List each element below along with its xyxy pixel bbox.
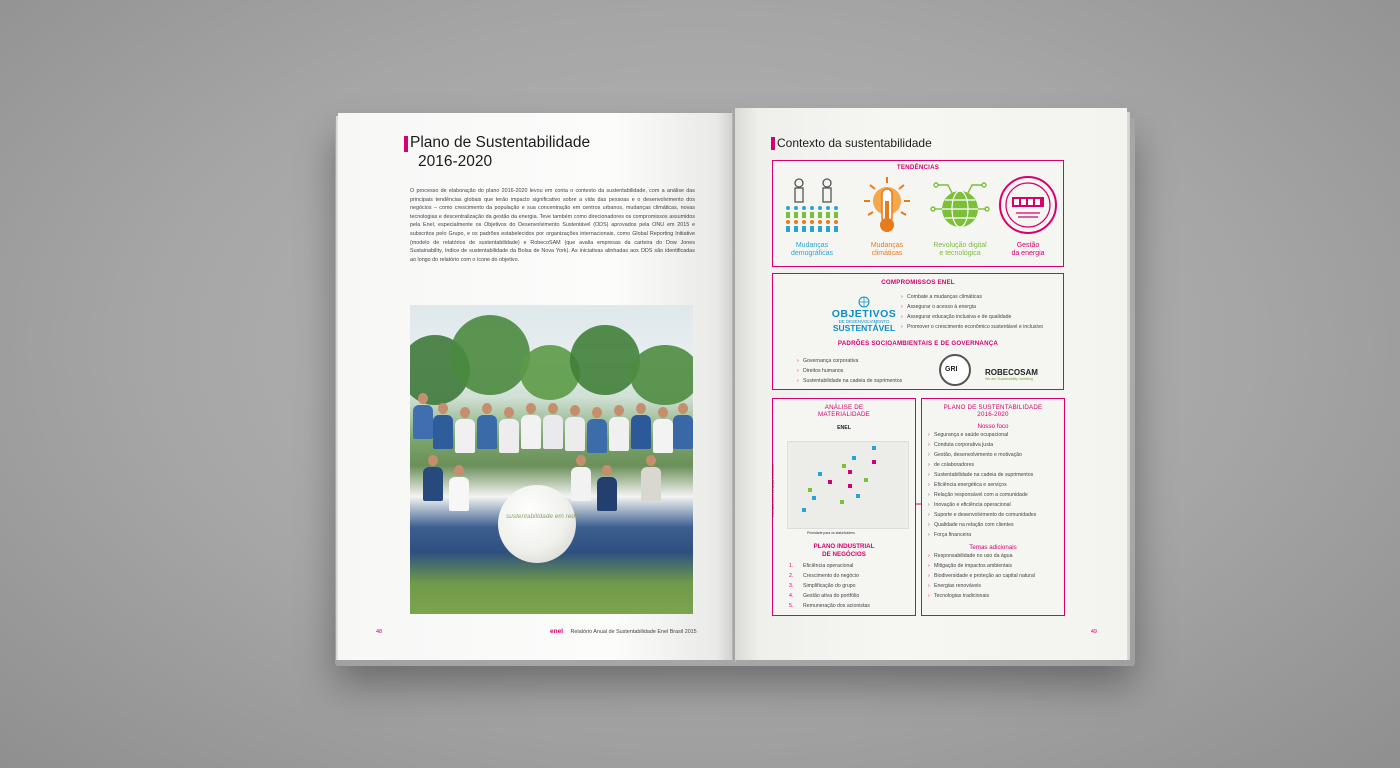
robecosam-logo xyxy=(985,368,1038,381)
focus-heading: Nosso foco xyxy=(977,423,1009,430)
robecosam-tagline: We are Sustainability Investing xyxy=(985,377,1033,381)
focus-list xyxy=(928,430,1064,540)
list-item: › Qualidade na relação com clientes xyxy=(928,520,1064,530)
list-item: › Assegurar educação inclusiva e de qualidade xyxy=(901,312,1043,322)
list-item: 1. Eficiência operacional xyxy=(789,563,854,569)
population-icon xyxy=(782,175,842,235)
list-item: › de colaboradores xyxy=(928,460,1064,470)
trend-climate xyxy=(857,175,917,258)
page-title xyxy=(410,133,590,171)
trends-heading: TENDÊNCIAS xyxy=(896,164,940,171)
list-item: › Suporte e desenvolvimento de comunidades xyxy=(928,510,1064,520)
list-item: › Assegurar o acesso à energia xyxy=(901,302,1043,312)
ods-line-1: OBJETIVOS xyxy=(831,308,897,320)
list-item: › Segurança e saúde ocupacional xyxy=(928,430,1064,440)
materiality-heading-1: ANÁLISE DE xyxy=(824,404,864,411)
trend-digital xyxy=(925,175,995,258)
page-footer xyxy=(550,628,697,635)
industrial-plan-heading-2: DE NEGÓCIOS xyxy=(822,551,866,558)
list-item: › Biodiversidade e proteção ao capital natural xyxy=(928,571,1064,581)
right-page xyxy=(735,108,1127,660)
gri-text: GRI xyxy=(945,366,958,373)
body-paragraph: O processo de elaboração do plano 2016-2020 levou em conta o contexto da sustentabilidade, com a análise das principais tendências globais que terão impacto significativo sobre a vida das pessoas e o desenvolvimento dos negócios – como crescimento da população e sua concentração em centros urbanos, mudanças climáticas, novas tecnologias e descentralização da gestão da energia. Teve também como direcionadores os compromissos assumidos pela Enel, especialmente os Objetivos do Desenvolvimento Sustentável (ODS) aprovados pela ONU em 2015 e subscritos pelo Grupo, e os padrões estabelecidos por organizações internacionais, como Global Reporting Initiative (modelo de relatórios de sustentabilidade) e RobecoSAM (que avalia empresas da carteira do Dow Jones Sustainability, índice de sustentabilidade da Bolsa de Nova York). As iniciativas alinhadas aos ODS são identificadas ao longo do relatório com o ícone do objetivo. xyxy=(410,188,695,263)
industrial-plan-list xyxy=(789,561,870,611)
page-number: 48 xyxy=(376,629,383,635)
ods-line-3: SUSTENTÁVEL xyxy=(832,323,896,333)
list-item: › Sustentabilidade na cadeia de suprimentos xyxy=(797,376,902,386)
trends-box xyxy=(772,160,1064,267)
page-number: 49 xyxy=(1090,629,1097,635)
plan-heading-2: 2016-2020 xyxy=(977,411,1009,418)
list-item: › Governança corporativa xyxy=(797,356,902,366)
list-item: › Direitos humanos xyxy=(797,366,902,376)
list-item: › Tecnologias tradicionais xyxy=(928,591,1064,601)
list-item: › Inovação e eficiência operacional xyxy=(928,500,1064,510)
energy-meter-icon xyxy=(998,175,1058,235)
footer-text: Relatório Anual de Sustentabilidade Enel Brasil 2015 xyxy=(570,629,697,635)
trend-label-2: demográficas xyxy=(790,250,834,257)
title-accent-bar xyxy=(771,137,775,150)
standards-list xyxy=(797,356,902,386)
commitments-heading: COMPROMISSOS ENEL xyxy=(881,279,955,286)
title-text: Contexto da sustentabilidade xyxy=(777,136,932,150)
trend-label-2: e tecnológica xyxy=(939,250,981,257)
list-item: › Combate a mudanças climáticas xyxy=(901,292,1043,302)
commitments-box xyxy=(772,273,1064,390)
robecosam-text: ROBECOSAM xyxy=(985,368,1038,377)
sustainability-plan-box xyxy=(921,398,1065,616)
list-item: › Mitigação de impactos ambientais xyxy=(928,561,1064,571)
trend-label-2: climáticas xyxy=(871,250,903,257)
un-emblem-icon xyxy=(858,296,870,308)
plan-heading-1: PLANO DE SUSTENTABILIDADE xyxy=(943,404,1043,411)
list-item: › Energias renováveis xyxy=(928,581,1064,591)
title-line-1: Plano de Sustentabilidade xyxy=(410,134,591,151)
thermometer-icon xyxy=(862,175,912,235)
trend-energy xyxy=(997,175,1059,258)
ods-line-2: DE DESENVOLVIMENTO xyxy=(838,319,890,324)
enel-logo: enel xyxy=(550,628,564,635)
additional-themes-list xyxy=(928,551,1064,601)
list-item: › Eficiência energética e serviços xyxy=(928,480,1064,490)
list-item: › Promover o crescimento econômico sustentável e inclusivo xyxy=(901,322,1043,332)
y-axis-label: Prioridade para a estratégia corporativa xyxy=(771,464,775,517)
list-item: › Responsabilidade no uso da água xyxy=(928,551,1064,561)
team-photo xyxy=(410,305,693,614)
x-axis-label: Prioridade para os stakeholders xyxy=(807,531,855,535)
materiality-matrix xyxy=(787,441,909,529)
list-item: › Força financeira xyxy=(928,530,1064,540)
additional-themes-heading: Temas adicionais xyxy=(969,544,1017,551)
commitments-list xyxy=(901,292,1043,332)
industrial-plan-heading-1: PLANO INDUSTRIAL xyxy=(813,543,875,550)
list-item: › Gestão, desenvolvimento e motivação xyxy=(928,450,1064,460)
title-accent-bar xyxy=(404,136,408,152)
digital-globe-icon xyxy=(930,175,990,235)
list-item: 3. Simplificação do grupo xyxy=(789,583,856,589)
trend-label-1: Mudanças xyxy=(870,242,904,249)
trend-label-1: Revolução digital xyxy=(933,242,987,249)
trend-demographic xyxy=(777,175,847,258)
gri-logo xyxy=(939,354,971,386)
materiality-company: ENEL xyxy=(837,425,851,431)
materiality-heading-2: MATERIALIDADE xyxy=(818,411,870,418)
list-item: › Conduta corporativa justa xyxy=(928,440,1064,450)
list-item: 5. Remuneração dos acionistas xyxy=(789,603,870,609)
left-page xyxy=(338,113,733,660)
globe-text: sustentabilidade em rede xyxy=(506,513,579,520)
standards-heading: PADRÕES SOCIOAMBIENTAIS E DE GOVERNANÇA xyxy=(837,340,999,347)
title-line-2: 2016-2020 xyxy=(418,153,493,170)
trend-label-1: Gestão xyxy=(1016,242,1040,249)
page-title xyxy=(777,136,932,150)
list-item: 2. Crescimento do negócio xyxy=(789,573,859,579)
trend-label-2: da energia xyxy=(1011,250,1045,257)
globe-balloon xyxy=(498,485,576,563)
trend-label-1: Mudanças xyxy=(795,242,829,249)
materiality-box xyxy=(772,398,916,616)
list-item: › Sustentabilidade na cadeia de suprimentos xyxy=(928,470,1064,480)
list-item: › Relação responsável com a comunidade xyxy=(928,490,1064,500)
ods-logo xyxy=(829,296,899,333)
list-item: 4. Gestão ativa do portfólio xyxy=(789,593,860,599)
